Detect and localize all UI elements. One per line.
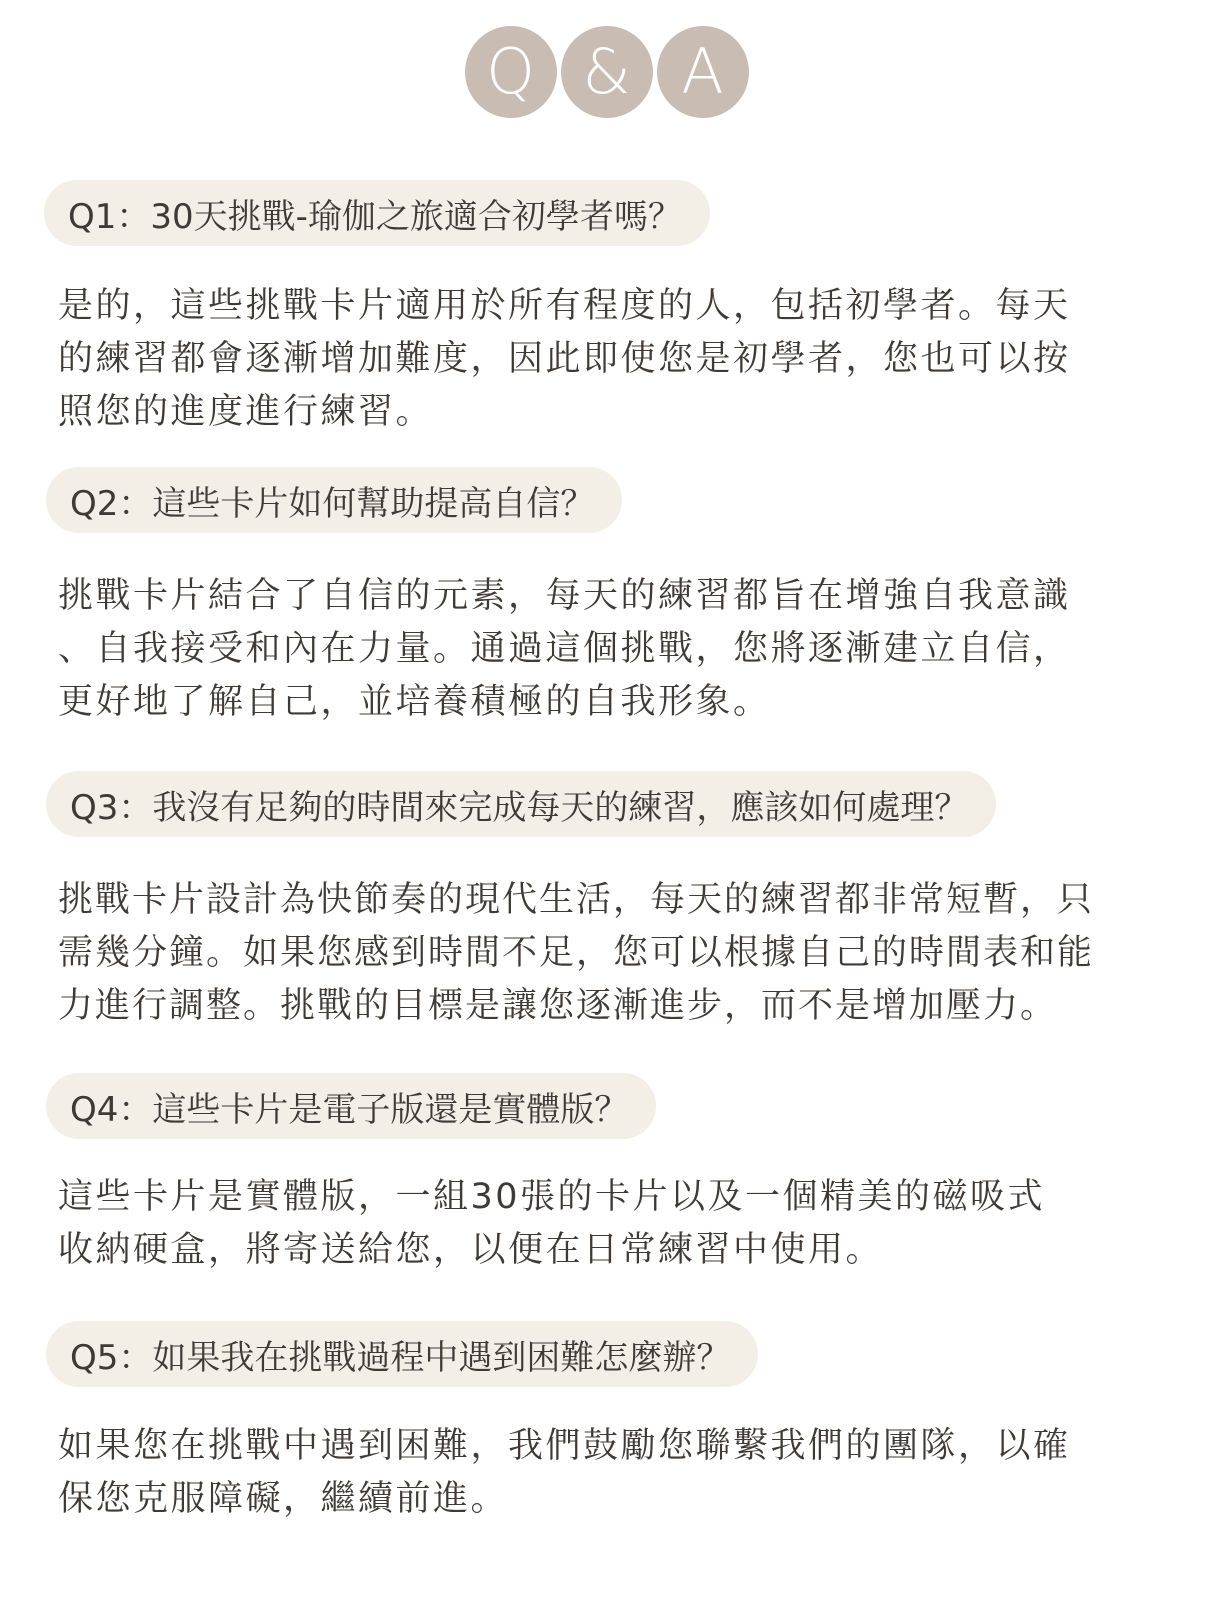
answer-3-line-1: 挑戰卡片設計為快節奏的現代生活，每天的練習都非常短暫，只 xyxy=(58,880,1095,920)
answer-4-line-1: 這些卡片是實體版，一組30張的卡片以及一個精美的磁吸式 xyxy=(58,1177,1046,1217)
answer-1-line-3: 照您的進度進行練習。 xyxy=(58,392,434,432)
header-circle-ampersand: & xyxy=(561,26,653,118)
answer-3-line-2: 需幾分鐘。如果您感到時間不足，您可以根據自己的時間表和能 xyxy=(58,933,1095,973)
answer-5-line-2: 保您克服障礙，繼續前進。 xyxy=(58,1479,509,1519)
answer-1-line-1: 是的，這些挑戰卡片適用於所有程度的人，包括初學者。每天 xyxy=(58,286,1071,326)
header-circle-q: Q xyxy=(465,26,557,118)
answer-2 xyxy=(58,570,1158,729)
answer-3-line-3: 力進行調整。挑戰的目標是讓您逐漸進步，而不是增加壓力。 xyxy=(58,986,1058,1026)
answer-2-line-1: 挑戰卡片結合了自信的元素，每天的練習都旨在增強自我意識 xyxy=(58,576,1071,616)
answer-1 xyxy=(58,280,1158,439)
question-2: Q2：這些卡片如何幫助提高自信？ xyxy=(46,467,622,533)
answer-4 xyxy=(58,1171,1158,1277)
answer-3 xyxy=(58,874,1158,1033)
answer-5-line-1: 如果您在挑戰中遇到困難，我們鼓勵您聯繫我們的團隊，以確 xyxy=(58,1426,1071,1466)
answer-2-line-2: 、自我接受和內在力量。通過這個挑戰，您將逐漸建立自信， xyxy=(58,629,1071,669)
answer-4-line-2: 收納硬盒，將寄送給您，以便在日常練習中使用。 xyxy=(58,1230,884,1270)
qa-header xyxy=(0,26,1213,118)
answer-1-line-2: 的練習都會逐漸增加難度，因此即使您是初學者，您也可以按 xyxy=(58,339,1071,379)
answer-5 xyxy=(58,1420,1158,1526)
question-4: Q4：這些卡片是電子版還是實體版？ xyxy=(46,1073,656,1139)
question-5: Q5：如果我在挑戰過程中遇到困難怎麼辦？ xyxy=(46,1321,758,1387)
question-3: Q3：我沒有足夠的時間來完成每天的練習，應該如何處理？ xyxy=(46,771,996,837)
question-1: Q1：30天挑戰-瑜伽之旅適合初學者嗎？ xyxy=(44,180,710,246)
header-circle-a: A xyxy=(657,26,749,118)
answer-2-line-3: 更好地了解自己，並培養積極的自我形象。 xyxy=(58,682,771,722)
